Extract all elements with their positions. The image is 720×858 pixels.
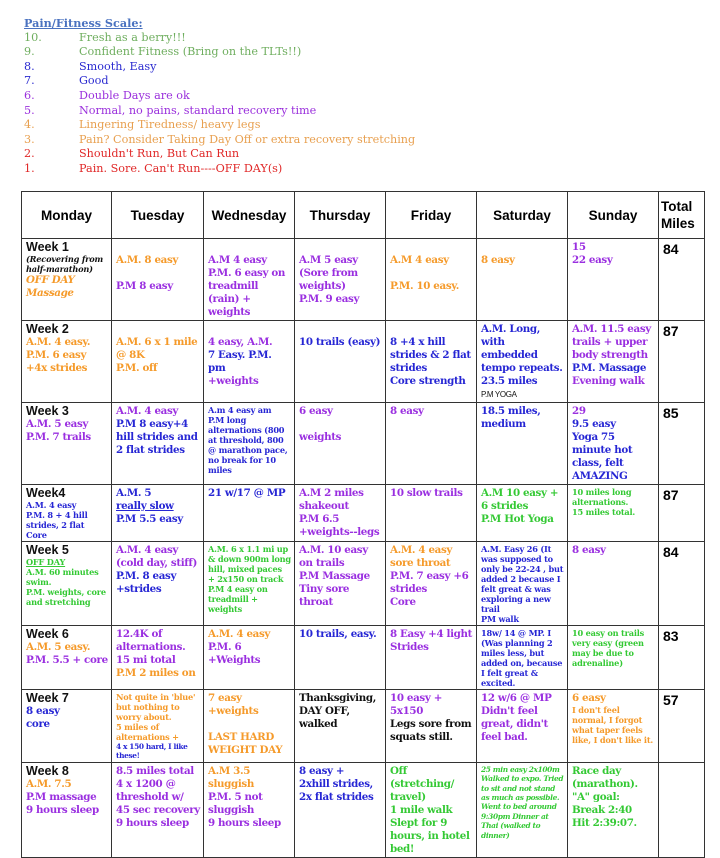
entry-line: A.M. 4 easy.	[26, 336, 91, 348]
entry-line	[116, 241, 200, 254]
week-row	[22, 542, 705, 626]
entry-line: 5x150	[390, 705, 424, 717]
header-saturday: Saturday	[477, 192, 568, 239]
entry-line: P.M 6.5	[299, 513, 340, 525]
header-thursday: Thursday	[295, 192, 386, 239]
entry-line: A.M 10 easy + 6 strides	[481, 487, 559, 512]
entry-line: P.M. 8 easy +strides	[116, 570, 177, 595]
entry-line: A.M. Easy 26 (It was supposed to only be 22-24 , but added 2 because I felt great & was exploring a new trail	[481, 544, 564, 614]
entry-line: A.M. 60 minutes swim.	[26, 567, 99, 587]
cell-wednesday	[204, 690, 295, 763]
entry-line: 22 easy	[572, 254, 613, 266]
cell-tuesday	[112, 403, 204, 485]
entry-line: Week4	[26, 486, 66, 500]
entry-line: 21 w/17 @ MP	[208, 487, 286, 499]
cell-sunday	[568, 542, 659, 626]
entry-line: 23.5 miles	[481, 375, 538, 387]
cell-thursday	[295, 485, 386, 542]
entry-line: 9 hours sleep	[116, 816, 189, 829]
cell-wednesday	[204, 542, 295, 626]
week-row	[22, 626, 705, 690]
entry-line: 8 easy +	[299, 764, 345, 777]
entry-line: 18.5 miles, medium	[481, 405, 541, 430]
entry-line: 6 easy	[299, 405, 333, 417]
entry-line: Tiny sore throat	[299, 583, 350, 608]
cell-tuesday	[112, 626, 204, 690]
entry-line: 18w/ 14 @ MP. I (Was planning 2 miles less, but added on, because I felt great & excited.	[481, 628, 563, 688]
entry-line: P.M 8 easy	[116, 280, 173, 292]
entry-line: 4 easy, A.M.	[208, 336, 273, 348]
header-tuesday: Tuesday	[112, 192, 204, 239]
cell-tuesday	[112, 542, 204, 626]
entry-line	[208, 323, 291, 336]
scale-text: Fresh as a berry!!!	[79, 30, 186, 44]
entry-line: A.M. 7.5	[26, 777, 72, 790]
entry-line: P.M 2 miles on	[116, 667, 196, 679]
cell-thursday	[295, 690, 386, 763]
scale-number: 4.	[24, 118, 35, 132]
scale-number: 9.	[24, 45, 35, 59]
entry-line: P.M Massage	[299, 570, 370, 582]
cell-saturday	[477, 626, 568, 690]
entry-line	[390, 323, 473, 336]
scale-text: Smooth, Easy	[79, 59, 157, 73]
entry-line: Yoga 75 minute hot class, felt AMAZING	[572, 431, 633, 482]
cell-saturday	[477, 485, 568, 542]
cell-thursday	[295, 239, 386, 321]
cell-thursday	[295, 762, 386, 857]
entry-line: A.M. 6 x 1.1 mi up & down 900m long hill, mixed paces + 2x150 on track	[208, 544, 291, 584]
cell-wednesday	[204, 321, 295, 403]
cell-wednesday	[204, 762, 295, 857]
scale-item	[24, 133, 415, 148]
entry-line: 4 x 150 hard, I like these!	[116, 742, 188, 761]
entry-line: "A" goal: Break 2:40	[572, 790, 632, 816]
entry-line: Evening walk	[572, 375, 645, 387]
entry-line: Week 5	[26, 543, 69, 557]
entry-line: Not quite in 'blue' but nothing to worry about.	[116, 692, 196, 722]
entry-line: P.M long alternations (800 at threshold, 800 @ marathon pace, no break for 10 miles	[208, 415, 288, 475]
entry-line: 8 easy	[572, 544, 606, 556]
entry-line: P.M Hot Yoga	[481, 513, 554, 525]
cell-thursday	[295, 542, 386, 626]
entry-line: 1 mile walk	[390, 803, 453, 816]
scale-item	[24, 74, 415, 89]
entry-line: Week 2	[26, 322, 69, 336]
entry-line: really slow	[116, 500, 174, 512]
entry-line: A.M. 10 easy on trails	[299, 544, 368, 569]
total-miles: 84	[659, 239, 705, 321]
week-row	[22, 485, 705, 542]
scale-item	[24, 162, 415, 177]
total-miles: 57	[659, 690, 705, 763]
entry-line: Week 7	[26, 691, 69, 705]
entry-line: 10 slow trails	[390, 487, 463, 499]
week-row	[22, 403, 705, 485]
entry-line: +weights	[208, 375, 259, 387]
entry-line: Off (stretching/ travel)	[390, 764, 455, 803]
entry-line: I don't feel normal, I forgot what taper feels like, I don't like it.	[572, 705, 654, 745]
pain-fitness-scale	[24, 16, 415, 177]
entry-line: Hit 2:39:07.	[572, 816, 637, 829]
entry-line	[481, 241, 564, 254]
cell-sunday	[568, 403, 659, 485]
scale-title: Pain/Fitness Scale:	[24, 16, 143, 30]
entry-line: Thanksgiving, DAY OFF, walked	[299, 692, 376, 730]
cell-friday	[386, 690, 477, 763]
total-miles: 85	[659, 403, 705, 485]
scale-text: Shouldn't Run, But Can Run	[79, 147, 240, 161]
header-sunday: Sunday	[568, 192, 659, 239]
entry-line	[299, 418, 382, 431]
entry-line: P.M. weights, core and stretching	[26, 587, 106, 607]
entry-line: 8 easy	[26, 705, 60, 717]
week-row	[22, 690, 705, 763]
cell-friday	[386, 542, 477, 626]
week-row	[22, 762, 705, 857]
cell-thursday	[295, 321, 386, 403]
cell-friday	[386, 485, 477, 542]
cell-sunday	[568, 626, 659, 690]
entry-line: 8.5 miles total	[116, 764, 194, 777]
entry-line: P.M 4 easy on treadmill + weights	[208, 584, 268, 614]
entry-line	[390, 267, 473, 280]
entry-line: OFF DAY	[26, 274, 75, 286]
cell-thursday	[295, 626, 386, 690]
cell-tuesday	[112, 321, 204, 403]
entry-line: A.M. 5	[116, 487, 152, 499]
cell-saturday	[477, 762, 568, 857]
entry-line: P.M. 5.5 + core	[26, 654, 108, 666]
scale-text: Pain? Consider Taking Day Off or extra recovery stretching	[79, 132, 416, 146]
entry-line: A.M 5 easy (Sore from weights)	[299, 254, 358, 292]
training-log-table	[21, 191, 705, 858]
entry-line: Week 3	[26, 404, 69, 418]
entry-line: A.M. 4 easy	[208, 628, 271, 640]
scale-text: Good	[79, 74, 109, 88]
entry-line: 10 easy on trails very easy (green may be due to adrenaline)	[572, 628, 645, 668]
entry-line: A.M. 4 easy	[116, 405, 179, 417]
cell-sunday	[568, 690, 659, 763]
scale-item	[24, 45, 415, 60]
entry-line: core	[26, 718, 50, 730]
entry-line: 9.5 easy	[572, 418, 616, 430]
cell-monday	[22, 321, 112, 403]
entry-line	[299, 241, 382, 254]
cell-wednesday	[204, 403, 295, 485]
scale-item	[24, 31, 415, 46]
entry-line: A.M. Long, with embedded tempo repeats.	[481, 323, 563, 374]
entry-line: Week 1	[26, 240, 69, 254]
entry-line: 10 trails (easy)	[299, 336, 381, 348]
total-miles	[659, 762, 705, 857]
total-miles: 87	[659, 485, 705, 542]
entry-line: A.M 2 miles shakeout	[299, 487, 364, 512]
cell-sunday	[568, 762, 659, 857]
cell-tuesday	[112, 485, 204, 542]
entry-line: 8 easy	[481, 254, 515, 266]
cell-sunday	[568, 321, 659, 403]
scale-number: 2.	[24, 147, 35, 161]
entry-line: 8 Easy +4 light Strides	[390, 628, 473, 653]
entry-line: A.M. 5 easy	[26, 418, 89, 430]
cell-friday	[386, 626, 477, 690]
week-row	[22, 239, 705, 321]
entry-line: 9 hours sleep	[26, 803, 99, 816]
total-miles: 87	[659, 321, 705, 403]
cell-monday	[22, 542, 112, 626]
cell-friday	[386, 762, 477, 857]
scale-text: Lingering Tiredness/ heavy legs	[79, 118, 261, 132]
entry-line: A.M 3.5 sluggish	[208, 764, 254, 790]
entry-line: P.M. Massage	[572, 362, 647, 374]
scale-text: Normal, no pains, standard recovery time	[79, 103, 317, 117]
header-row	[22, 192, 705, 239]
scale-text: Double Days are ok	[79, 88, 190, 102]
entry-line: 8 easy	[390, 405, 424, 417]
entry-line: A.M. 5 easy.	[26, 641, 91, 653]
entry-line: P.M. 5 not sluggish	[208, 790, 263, 816]
scale-number: 1.	[24, 161, 35, 175]
cell-monday	[22, 626, 112, 690]
entry-line: 15 miles total.	[572, 507, 636, 517]
cell-monday	[22, 403, 112, 485]
week-row	[22, 321, 705, 403]
cell-wednesday	[204, 626, 295, 690]
entry-line	[390, 241, 473, 254]
cell-saturday	[477, 542, 568, 626]
cell-thursday	[295, 403, 386, 485]
entry-line: 4 x 1200 @ threshold w/ 45 sec recovery	[116, 777, 200, 816]
entry-line: A.M 4 easy	[390, 254, 449, 266]
entry-line	[208, 241, 291, 254]
entry-line: 6 easy	[572, 692, 606, 704]
scale-text: Pain. Sore. Can't Run----OFF DAY(s)	[79, 161, 283, 175]
entry-line: Core	[26, 530, 47, 540]
header-monday: Monday	[22, 192, 112, 239]
scale-number: 5.	[24, 103, 35, 117]
entry-line: A.M. 4 easy (cold day, stiff)	[116, 544, 197, 569]
cell-monday	[22, 485, 112, 542]
scale-text: Confident Fitness (Bring on the TLTs!!)	[79, 45, 302, 59]
scale-item	[24, 89, 415, 104]
cell-tuesday	[112, 239, 204, 321]
entry-line: A.M 4 easy	[208, 254, 267, 266]
cell-wednesday	[204, 239, 295, 321]
entry-line: 7 Easy. P.M. pm	[208, 349, 272, 374]
cell-saturday	[477, 690, 568, 763]
entry-line	[116, 323, 200, 336]
cell-monday	[22, 690, 112, 763]
entry-line: Week 8	[26, 763, 69, 778]
entry-line: 15	[572, 241, 586, 253]
cell-monday	[22, 762, 112, 857]
entry-line	[116, 267, 200, 280]
scale-item	[24, 118, 415, 133]
entry-line: PM walk	[481, 614, 519, 624]
entry-line: Didn't feel great, didn't feel bad.	[481, 705, 548, 743]
entry-line	[299, 323, 382, 336]
header-total-miles: Total Miles	[659, 192, 705, 239]
entry-line: 10 miles long alternations.	[572, 487, 632, 507]
entry-line: P.M. 6 easy +4x strides	[26, 349, 88, 374]
scale-number: 3.	[24, 132, 35, 146]
entry-line	[208, 718, 291, 731]
header-friday: Friday	[386, 192, 477, 239]
cell-friday	[386, 239, 477, 321]
cell-saturday	[477, 403, 568, 485]
cell-tuesday	[112, 762, 204, 857]
entry-line: LAST HARD WEIGHT DAY	[208, 731, 283, 756]
cell-tuesday	[112, 690, 204, 763]
total-miles: 84	[659, 542, 705, 626]
entry-line: A.M. 8 easy	[116, 254, 179, 266]
entry-line: A.m 4 easy am	[208, 405, 272, 415]
entry-line: 2xhill strides, 2x flat strides	[299, 777, 374, 803]
entry-line: P.M YOGA	[481, 390, 517, 399]
entry-line: A.M. 6 x 1 mile @ 8K	[116, 336, 198, 361]
scale-number: 7.	[24, 74, 35, 88]
entry-line: OFF DAY	[26, 557, 66, 567]
entry-line: Race day (marathon).	[572, 764, 638, 790]
entry-line: P.M. 8 + 4 hill strides, 2 flat	[26, 510, 88, 530]
cell-saturday	[477, 239, 568, 321]
scale-item	[24, 104, 415, 119]
entry-line: 12.4K of alternations. 15 mi total	[116, 628, 186, 666]
entry-line: P.M. 7 easy +6 strides	[390, 570, 469, 595]
entry-line: Legs sore from squats still.	[390, 718, 472, 743]
entry-line: P.M. 6 +Weights	[208, 641, 261, 666]
header-wednesday: Wednesday	[204, 192, 295, 239]
entry-line: Core	[390, 596, 416, 608]
entry-line: 7 easy +weights	[208, 692, 259, 717]
entry-line: P.M. 7 trails	[26, 431, 91, 443]
scale-item	[24, 60, 415, 75]
scale-number: 8.	[24, 59, 35, 73]
entry-line: A.M. 11.5 easy trails + upper body strength	[572, 323, 651, 361]
entry-line: 9 hours sleep	[208, 816, 281, 829]
entry-line: Week 6	[26, 627, 69, 641]
entry-line: 25 min easy 2x100m Walked to expo. Tried to sit and not stand as much as possible. Went to bed around 9:30pm Dinner at Thai (walked to dinner)	[481, 764, 564, 840]
entry-line: P.M 8 easy+4 hill strides and 2 flat strides	[116, 418, 198, 456]
entry-line: Massage	[26, 287, 74, 299]
entry-line: A.M. 4 easy	[26, 500, 77, 510]
entry-line: 5 miles of alternations +	[116, 722, 179, 742]
cell-monday	[22, 239, 112, 321]
entry-line: P.M. 6 easy on treadmill (rain) + weights	[208, 267, 285, 318]
entry-line: 10 trails, easy.	[299, 628, 377, 640]
entry-line: Slept for 9 hours, in hotel bed!	[390, 816, 470, 855]
cell-sunday	[568, 239, 659, 321]
entry-line: (Recovering from half-marathon)	[26, 254, 104, 274]
cell-saturday	[477, 321, 568, 403]
cell-friday	[386, 403, 477, 485]
entry-line: A.M. 4 easy sore throat	[390, 544, 453, 569]
entry-line: 8 +4 x hill strides & 2 flat strides	[390, 336, 471, 374]
scale-number: 10.	[24, 30, 42, 44]
entry-line: P.M. off	[116, 362, 158, 374]
scale-number: 6.	[24, 88, 35, 102]
entry-line: P.M 5.5 easy	[116, 513, 183, 525]
cell-wednesday	[204, 485, 295, 542]
entry-line: 29	[572, 405, 586, 417]
cell-sunday	[568, 485, 659, 542]
cell-friday	[386, 321, 477, 403]
entry-line: 12 w/6 @ MP	[481, 692, 552, 704]
entry-line: P.M massage	[26, 790, 97, 803]
entry-line: P.M. 9 easy	[299, 293, 360, 305]
entry-line: 10 easy +	[390, 692, 442, 704]
entry-line: +weights--legs	[299, 526, 380, 538]
entry-line: Core strength	[390, 375, 466, 387]
entry-line: weights	[299, 431, 342, 443]
scale-item	[24, 147, 415, 162]
entry-line: P.M. 10 easy.	[390, 280, 459, 292]
total-miles: 83	[659, 626, 705, 690]
